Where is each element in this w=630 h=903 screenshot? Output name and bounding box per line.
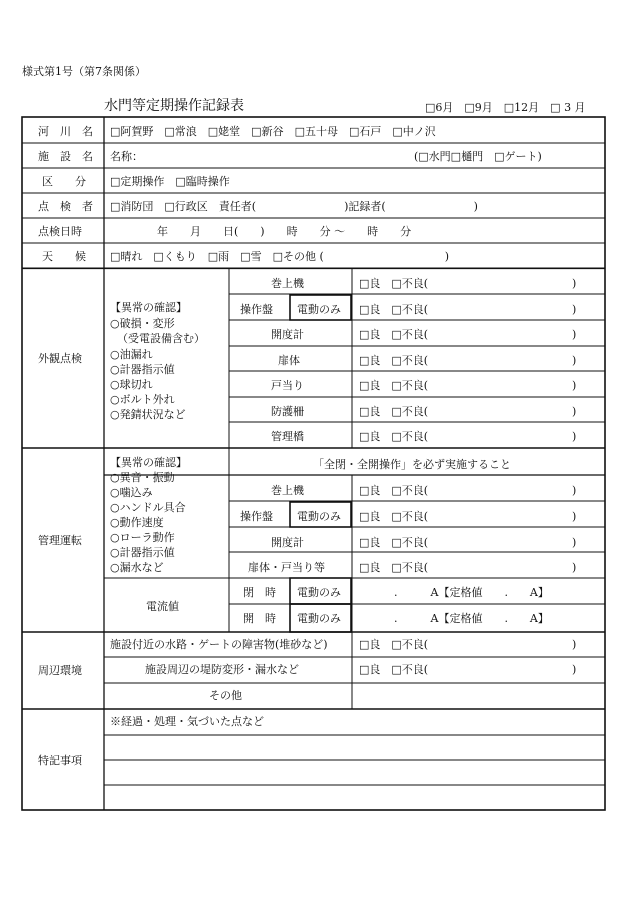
item-hoist: 巻上機 — [271, 277, 304, 290]
good-bad-check[interactable]: □良 □不良( — [359, 405, 429, 418]
item-door-stop: 戸当り — [271, 379, 304, 392]
remarks-hint: ※経過・処理・気づいた点など — [110, 715, 264, 728]
close-paren: ) — [572, 663, 577, 676]
electric-only-tag: 電動のみ — [297, 612, 341, 625]
item-guard-fence: 防護柵 — [271, 405, 304, 418]
open-current-field[interactable]: . A【定格値 . A】 — [394, 612, 549, 625]
exterior-check: ○油漏れ — [110, 348, 153, 361]
good-bad-check[interactable]: □良 □不良( — [359, 510, 429, 523]
inspector-options[interactable]: □消防団 □行政区 責任者( )記録者( ) — [110, 200, 478, 213]
op-item-opening-gauge: 開度計 — [271, 536, 304, 549]
op-item-control-panel: 操作盤 — [240, 510, 273, 523]
surroundings-label: 周辺環境 — [38, 664, 82, 677]
electric-only-tag: 電動のみ — [297, 510, 341, 523]
good-bad-check[interactable]: □良 □不良( — [359, 536, 429, 549]
good-bad-check[interactable]: □良 □不良( — [359, 561, 429, 574]
close-paren: ) — [572, 379, 577, 392]
electric-only-tag: 電動のみ — [297, 303, 341, 316]
page-title: 水門等定期操作記録表 — [104, 98, 244, 114]
open-time-label: 開 時 — [243, 612, 276, 625]
exterior-label: 外観点検 — [38, 352, 82, 365]
exterior-check: ○破損・変形 — [110, 317, 175, 330]
item-control-panel: 操作盤 — [240, 303, 273, 316]
good-bad-check[interactable]: □良 □不良( — [359, 430, 429, 443]
full-open-close-notice: 「全閉・全開操作」を必ず実施すること — [313, 458, 511, 471]
month-checkboxes[interactable]: □6月 □9月 □12月 □ 3 月 — [425, 101, 586, 114]
close-paren: ) — [572, 328, 577, 341]
close-paren: ) — [572, 354, 577, 367]
item-bridge: 管理橋 — [271, 430, 304, 443]
exterior-check: ○球切れ — [110, 378, 153, 391]
close-current-field[interactable]: . A【定格値 . A】 — [394, 586, 549, 599]
operation-check: ○噛込み — [110, 486, 153, 499]
surround-item-other: その他 — [209, 689, 242, 702]
surround-item-levee: 施設周辺の堤防変形・漏水など — [145, 663, 299, 676]
item-opening-gauge: 開度計 — [271, 328, 304, 341]
good-bad-check[interactable]: □良 □不良( — [359, 354, 429, 367]
datetime-label: 点検日時 — [38, 225, 82, 238]
close-paren: ) — [572, 430, 577, 443]
good-bad-check[interactable]: □良 □不良( — [359, 277, 429, 290]
operation-check: ○異音・振動 — [110, 471, 175, 484]
close-paren: ) — [572, 510, 577, 523]
close-paren: ) — [572, 405, 577, 418]
surround-other-field[interactable] — [352, 684, 604, 708]
good-bad-check[interactable]: □良 □不良( — [359, 638, 429, 651]
exterior-check: （受電設備含む） — [117, 332, 205, 345]
facility-name-label: 名称： — [110, 150, 143, 163]
datetime-field[interactable]: 年 月 日( ) 時 分 ～ 時 分 — [157, 225, 412, 238]
op-item-hoist: 巻上機 — [271, 484, 304, 497]
facility-kind-options[interactable]: (□水門□樋門 □ゲート) — [414, 150, 542, 163]
good-bad-check[interactable]: □良 □不良( — [359, 484, 429, 497]
good-bad-check[interactable]: □良 □不良( — [359, 663, 429, 676]
close-paren: ) — [572, 277, 577, 290]
exterior-check: 【異常の確認】 — [110, 301, 187, 314]
river-label: 河 川 名 — [38, 125, 93, 138]
category-options[interactable]: □定期操作 □臨時操作 — [110, 175, 230, 188]
close-paren: ) — [572, 484, 577, 497]
category-label: 区 分 — [42, 175, 86, 188]
operation-label: 管理運転 — [38, 534, 82, 547]
close-paren: ) — [572, 638, 577, 651]
facility-label: 施 設 名 — [38, 150, 93, 163]
weather-options[interactable]: □晴れ □くもり □雨 □雪 □その他 ( ) — [110, 250, 450, 263]
surround-item-obstacles: 施設付近の水路・ゲートの障害物(堆砂など) — [110, 638, 328, 651]
exterior-check: ○ボルト外れ — [110, 393, 175, 406]
operation-check: ○ハンドル具合 — [110, 501, 186, 514]
close-paren: ) — [572, 561, 577, 574]
operation-check: ○動作速度 — [110, 516, 164, 529]
good-bad-check[interactable]: □良 □不良( — [359, 303, 429, 316]
electric-only-tag: 電動のみ — [297, 586, 341, 599]
weather-label: 天 候 — [42, 250, 86, 263]
operation-check: ○ローラ動作 — [110, 531, 175, 544]
remarks-field[interactable] — [104, 710, 604, 810]
close-paren: ) — [572, 303, 577, 316]
op-item-leaf-door-stop: 扉体・戸当り等 — [248, 561, 325, 574]
inspector-label: 点 検 者 — [38, 200, 93, 213]
operation-check: ○漏水など — [110, 561, 164, 574]
operation-check: 【異常の確認】 — [110, 456, 187, 469]
form-number: 様式第1号（第7条関係） — [22, 65, 146, 78]
river-options[interactable]: □阿賀野 □常浪 □姥堂 □新谷 □五十母 □石戸 □中ノ沢 — [110, 125, 436, 138]
exterior-check: ○発錆状況など — [110, 408, 186, 421]
close-time-label: 閉 時 — [243, 586, 276, 599]
remarks-label: 特記事項 — [38, 754, 82, 767]
operation-check: ○計器指示値 — [110, 546, 175, 559]
good-bad-check[interactable]: □良 □不良( — [359, 328, 429, 341]
close-paren: ) — [572, 536, 577, 549]
exterior-check: ○計器指示値 — [110, 363, 175, 376]
item-gate-leaf: 扉体 — [278, 354, 300, 367]
current-value-label: 電流値 — [146, 600, 179, 613]
good-bad-check[interactable]: □良 □不良( — [359, 379, 429, 392]
